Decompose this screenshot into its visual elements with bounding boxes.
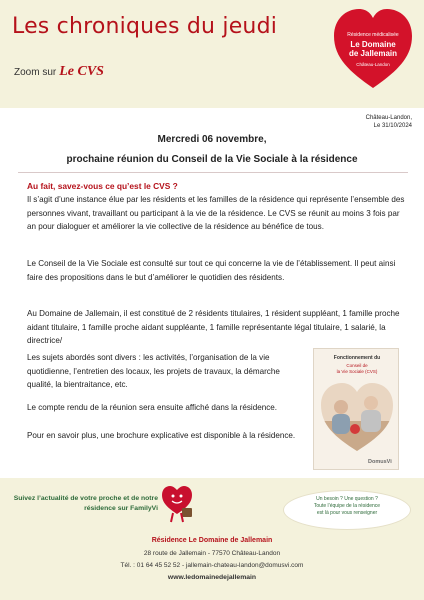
- meeting-date-heading: Mercredi 06 novembre,: [157, 134, 267, 145]
- paragraph-composition: Au Domaine de Jallemain, il est constitué de 2 résidents titulaires, 1 résident suppléant, 1 famille proche aidant titulaire, 1 famille proche aidant suppléante, 1 famille représentante légal titulaire, 1 salarié, la directrice/: [27, 309, 400, 345]
- cvs-question: Au fait, savez-vous ce qu’est le CVS ?: [27, 181, 178, 191]
- date: Le 31/10/2024: [373, 123, 412, 129]
- paragraph-report: Le compte rendu de la réunion sera ensuite affiché dans la résidence.: [27, 403, 278, 412]
- logo-location: Château-Landon: [356, 62, 390, 67]
- zoom-line: [14, 64, 104, 80]
- logo-tagline: Résidence médicalisée: [347, 32, 399, 38]
- residence-logo: [332, 6, 414, 90]
- place: Château-Landon,: [365, 115, 412, 121]
- paragraph-consultation: Le Conseil de la Vie Sociale est consulté sur tout ce qui concerne la vie de l’établissement. Il peut ainsi faire des propositions dans le but d’améliorer le quotidien des résidents.: [27, 259, 396, 282]
- heading-divider: [18, 172, 408, 173]
- paragraph-brochure: Pour en savoir plus, une brochure explicative est disponible à la résidence.: [27, 431, 296, 440]
- brochure-subtitle-1: Conseil de: [346, 363, 368, 368]
- place-date: [366, 114, 412, 130]
- bubble-line-2: Toute l’équipe de la résidence: [313, 503, 381, 509]
- residence-website[interactable]: www.ledomainedejallemain: [167, 574, 257, 581]
- meeting-subject-heading: prochaine réunion du Conseil de la Vie Sociale à la résidence: [66, 154, 358, 165]
- residence-contact: Tél. : 01 64 45 52 52 - jallemain-chateau-landon@domusvi.com: [120, 562, 304, 569]
- familyvi-follow-text: Suivez l’actualité de votre proche et de notre résidence sur FamilyVi: [13, 495, 158, 512]
- cvs-brochure-image: [313, 348, 399, 470]
- residence-address: 28 route de Jallemain - 77570 Château-Landon: [143, 550, 281, 557]
- paragraph-topics: Les sujets abordés sont divers : les activités, l’organisation de la vie quotidienne, l’entretien des locaux, les projets de travaux, la démarche qualité, la bientraitance, etc.: [27, 353, 280, 389]
- logo-name-line1: Le Domaine: [350, 40, 396, 49]
- brochure-title: Fonctionnement du: [333, 355, 381, 361]
- brochure-brand: DomusVi: [368, 459, 392, 465]
- logo-name-line2: de Jallemain: [348, 49, 398, 58]
- zoom-prefix: Zoom sur: [14, 67, 57, 78]
- bubble-line-3: est là pour vous renseigner: [316, 510, 378, 516]
- brochure-photo-heart: [319, 381, 395, 453]
- zoom-subject: Le CVS: [59, 64, 104, 79]
- bubble-line-1: Un besoin ? Une question ?: [316, 496, 378, 502]
- newsletter-title: Les chroniques du jeudi: [12, 14, 278, 39]
- paragraph-definition: Il s’agit d’une instance élue par les résidents et les familles de la résidence qui représente l’ensemble des personnes vivant, travaillant ou participant à la vie de la résidence. Le CVS se réunit au moins 3 fois par an pour dialoguer et améliorer la vie collective de la résidence au bénéfice de tous.: [27, 195, 405, 231]
- brochure-subtitle-2: la Vie Sociale (CVS): [336, 369, 378, 374]
- familyvi-mascot-icon: [160, 484, 194, 524]
- residence-name: Résidence Le Domaine de Jallemain: [151, 537, 273, 544]
